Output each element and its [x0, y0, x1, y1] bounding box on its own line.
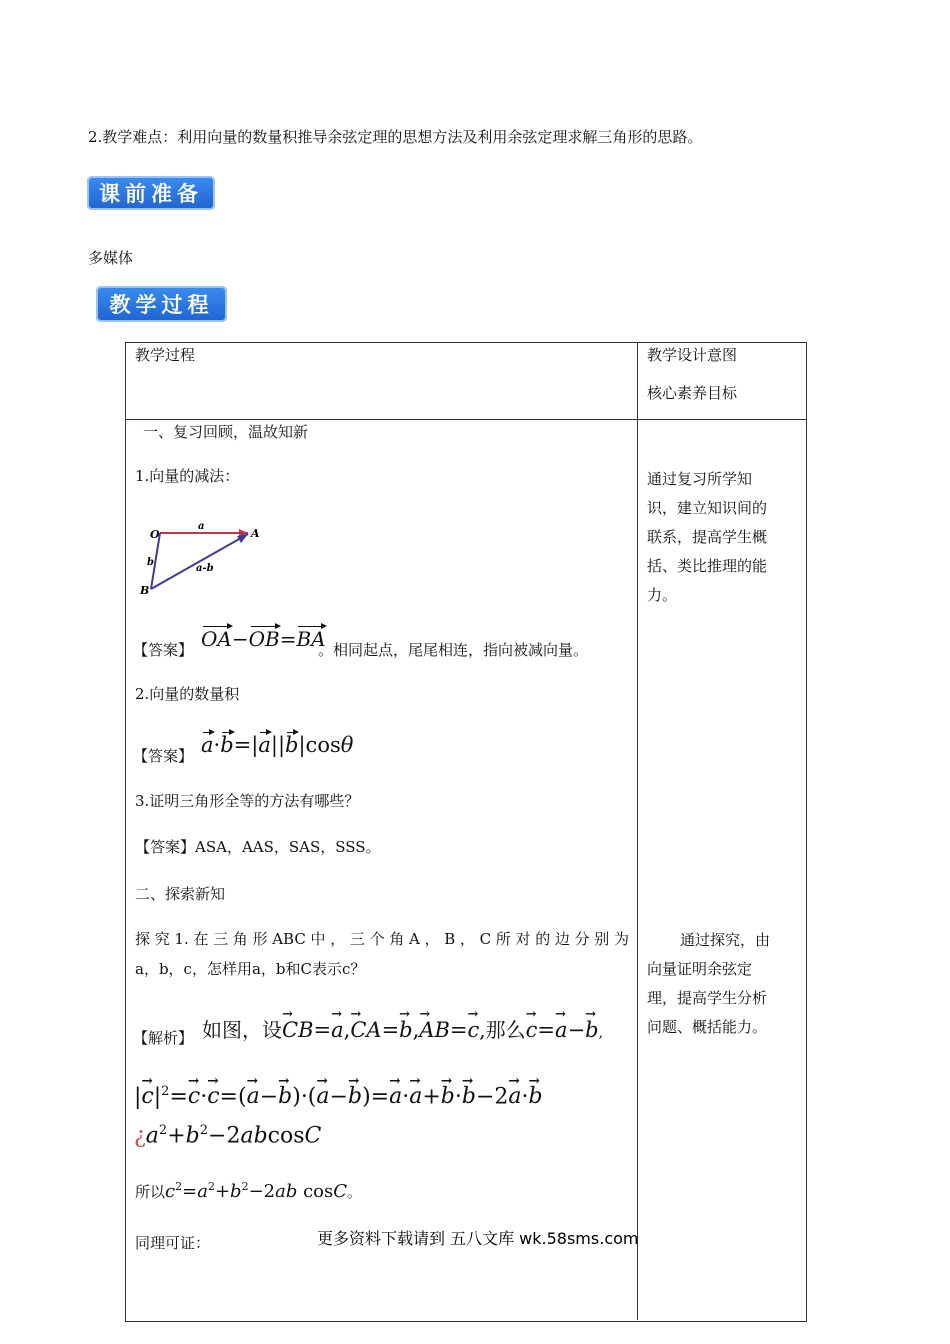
- prep-text: 多媒体: [88, 249, 134, 267]
- table-header-divider: [125, 419, 806, 420]
- explore-line2: a，b，c，怎样用a，b和C表示c？: [135, 960, 366, 978]
- analysis-lead: 如图，设: [202, 1018, 282, 1042]
- item-vector-subtraction: 1.向量的减法：: [135, 467, 240, 485]
- intent-note-review-line: 识，建立知识间的: [647, 499, 768, 517]
- vector-a-minus-b-line: [151, 534, 248, 589]
- section-review: 一、复习回顾，温故知新: [143, 423, 309, 441]
- conclusion-line: 所以$c^2=a^2+b^2-2ab$ cosC。: [135, 1180, 363, 1202]
- answer1-formula: OA−OB=BA: [201, 627, 326, 651]
- label-a: A: [251, 527, 260, 540]
- intent-note-explore-line: 问题、概括能力。: [647, 1018, 768, 1036]
- explore-line1: 探究1.在三角形ABC中，三个角A，B，C所对的边分别为: [135, 930, 629, 948]
- analysis-tag: 【解析】: [133, 1029, 194, 1047]
- vector-a-minus-b-arrowhead: [237, 534, 248, 543]
- header-teaching-process: 教学过程: [135, 346, 196, 364]
- header-design-intent: 教学设计意图: [647, 346, 738, 364]
- banner-process: 教学过程: [96, 286, 227, 322]
- intent-note-review-line: 联系，提高学生概: [647, 528, 768, 546]
- section-explore: 二、探索新知: [135, 885, 226, 903]
- intent-note-review-line: 力。: [647, 586, 678, 604]
- intent-note-explore-line: 通过探究，由: [680, 931, 771, 949]
- analysis-then: ,那么: [479, 1018, 526, 1042]
- intent-note-explore-line: 理，提高学生分析: [647, 989, 768, 1007]
- intent-note-explore: [647, 926, 770, 1042]
- answer1-tag: 【答案】: [133, 641, 194, 659]
- derivation-line1: |→ $c|^2=\to c\cdot\to c=(\to a-\to b)\cdot(\to a-\to b)=\to a\cdot\to a+\to b\cdot\to b-2\to a\cdot\to b$: [134, 1084, 543, 1109]
- edge-label-a-minus-b: a-b: [196, 563, 214, 574]
- intent-note-explore-line: 向量证明余弦定: [647, 960, 753, 978]
- label-o: O: [150, 528, 160, 541]
- answer3: 【答案】ASA，AAS，SAS，SSS。: [135, 838, 381, 856]
- footer-download-note: 更多资料下载请到 五八文库 wk.58sms.com: [317, 1229, 639, 1248]
- answer2-tag: 【答案】: [133, 747, 194, 765]
- edge-label-a: a: [198, 521, 205, 532]
- vector-subtraction-figure: [138, 518, 268, 600]
- header-core-literacy: 核心素养目标: [647, 384, 738, 402]
- answer2-formula: a·b=|a||b|cosθ: [201, 733, 354, 757]
- so-suffix: 。: [347, 1183, 363, 1201]
- item-dot-product: 2.向量的数量积: [135, 685, 240, 703]
- intent-note-review: [647, 465, 767, 610]
- unknown-glyph: ¿: [134, 1123, 146, 1149]
- table-column-divider: [637, 342, 638, 1320]
- item-congruence: 3.证明三角形全等的方法有哪些？: [135, 792, 360, 810]
- derivation-line2: ¿$a^2+b^2-2abcosC$: [134, 1123, 322, 1149]
- intent-note-review-line: 通过复习所学知: [647, 470, 753, 488]
- banner-prep: 课前准备: [87, 176, 215, 210]
- label-b: B: [140, 584, 150, 597]
- so-prefix: 所以: [135, 1183, 166, 1201]
- edge-label-b: b: [147, 557, 154, 568]
- answer1-explanation: 。相同起点，尾尾相连，指向被减向量。: [318, 641, 589, 659]
- teaching-difficulty: 2.教学难点：利用向量的数量积推导余弦定理的思想方法及利用余弦定理求解三角形的思路。: [88, 128, 703, 146]
- intent-note-review-line: 括、类比推理的能: [647, 557, 768, 575]
- similarly-proved: 同理可证：: [135, 1234, 211, 1252]
- analysis-lead-text: 如图，设→ CB=→ a,→ CA=→ b,→ AB=→ c,那么→ c=→ a−→ b,: [202, 1014, 603, 1043]
